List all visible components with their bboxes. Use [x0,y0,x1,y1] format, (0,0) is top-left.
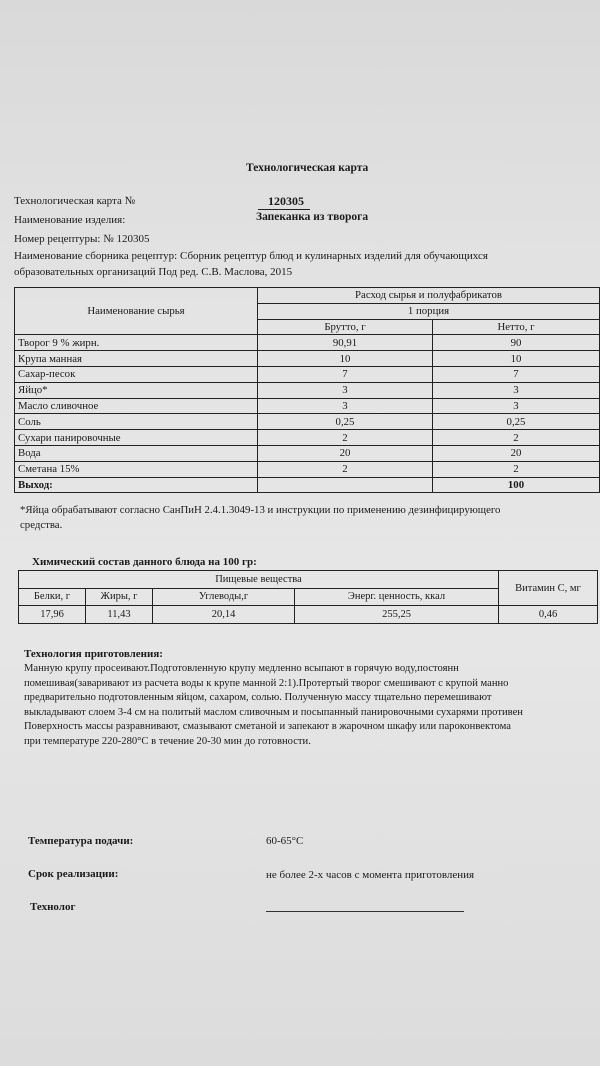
ingredient-name: Сахар-песок [15,366,258,382]
table-row [15,414,600,430]
collection-line-1: Наименование сборника рецептур: Сборник рецептур блюд и кулинарных изделий для обучающихся [14,250,488,262]
ingredient-name: Яйцо* [15,382,258,398]
ingredient-gross: 10 [258,351,433,367]
ingredient-gross: 90,91 [258,335,433,351]
ingredient-name: Творог 9 % жирн. [15,335,258,351]
col-net-header: Нетто, г [433,319,600,335]
prep-text [24,662,523,750]
nutrients-header: Пищевые вещества [19,571,499,589]
output-label: Выход: [15,477,258,493]
ingredient-net: 2 [433,461,600,477]
ingredient-gross: 3 [258,382,433,398]
carb-header: Углеводы,г [153,588,295,606]
table-row [15,366,600,382]
col-portion-header: 1 порция [258,303,600,319]
table-row [15,398,600,414]
egg-note [20,503,500,532]
col-usage-header: Расход сырья и полуфабрикатов [258,288,600,304]
protein-value: 17,96 [19,606,86,624]
ingredient-name: Вода [15,445,258,461]
energy-value: 255,25 [295,606,499,624]
fat-value: 11,43 [86,606,153,624]
product-label: Наименование изделия: [14,214,126,226]
card-number-label: Технологическая карта № [14,195,136,207]
prep-line: выкладывают слоем 3-4 см на политый маслом сливочным и посыпанный панировочными сухарями противен [24,706,523,718]
document-title: Технологическая карта [246,162,369,174]
ingredient-name: Соль [15,414,258,430]
technologist-label: Технолог [30,901,76,913]
shelf-value: не более 2-х часов с момента приготовления [266,869,475,881]
ingredient-gross: 0,25 [258,414,433,430]
protein-header: Белки, г [19,588,86,606]
ingredient-net: 2 [433,430,600,446]
prep-line: предварительно подготовленным яйцом, сахаром, солью. Полученную массу тщательно перемешивают [24,692,492,704]
temp-value: 60-65°С [266,835,304,847]
ingredient-net: 3 [433,398,600,414]
egg-note-line-1: *Яйца обрабатывают согласно СанПиН 2.4.1.3049-13 и инструкции по применению дезинфицирующего [20,504,501,516]
ingredient-net: 20 [433,445,600,461]
product-name: Запеканка из творога [256,211,369,223]
table-row [15,351,600,367]
vitamin-value: 0,46 [499,606,598,624]
ingredients-table [14,287,600,493]
prep-line: помешивая(заваривают из расчета воды к крупе манной 2:1).Протертый творог смешивают с крупой манно [24,677,509,689]
ingredient-gross: 7 [258,366,433,382]
egg-note-line-2: средства. [20,518,63,531]
ingredient-name: Сухари панировочные [15,430,258,446]
table-row [15,382,600,398]
output-gross-empty [258,477,433,493]
fat-header: Жиры, г [86,588,153,606]
shelf-label: Срок реализации: [28,868,119,880]
table-row [15,461,600,477]
ingredient-name: Масло сливочное [15,398,258,414]
ingredient-name: Сметана 15% [15,461,258,477]
prep-line: при температуре 220-280°С в течение 20-30 мин до готовности. [24,735,311,747]
prep-line: Манную крупу просеивают.Подготовленную крупу медленно всыпают в горячую воду,постоянн [24,663,459,674]
ingredient-net: 10 [433,351,600,367]
chem-title: Химический состав данного блюда на 100 гр: [32,556,257,568]
ingredient-gross: 2 [258,461,433,477]
signature-line [266,911,464,912]
ingredient-net: 7 [433,366,600,382]
ingredient-gross: 20 [258,445,433,461]
chem-values-row [19,606,598,624]
ingredient-gross: 2 [258,430,433,446]
col-name-header: Наименование сырья [15,288,258,335]
output-value: 100 [433,477,600,493]
recipe-number: Номер рецептуры: № 120305 [14,233,150,245]
ingredient-net: 0,25 [433,414,600,430]
temp-label: Температура подачи: [28,835,134,847]
prep-title: Технология приготовления: [24,648,163,660]
carb-value: 20,14 [153,606,295,624]
ingredient-gross: 3 [258,398,433,414]
prep-line: Поверхность массы разравнивают, смазывают сметаной и запекают в жарочном шкафу или пароконвектома [24,721,511,733]
ingredient-net: 90 [433,335,600,351]
ingredient-net: 3 [433,382,600,398]
collection-line-2: образовательных организаций Под ред. С.В. Маслова, 2015 [14,266,293,278]
table-row [15,430,600,446]
table-row [15,335,600,351]
ingredient-name: Крупа манная [15,351,258,367]
energy-header: Энерг. ценность, ккал [295,588,499,606]
chem-table [18,570,598,624]
col-gross-header: Брутто, г [258,319,433,335]
output-row [15,477,600,493]
card-number: 120305 [258,194,310,210]
vitamin-header: Витамин С, мг [499,571,598,606]
table-row [15,445,600,461]
